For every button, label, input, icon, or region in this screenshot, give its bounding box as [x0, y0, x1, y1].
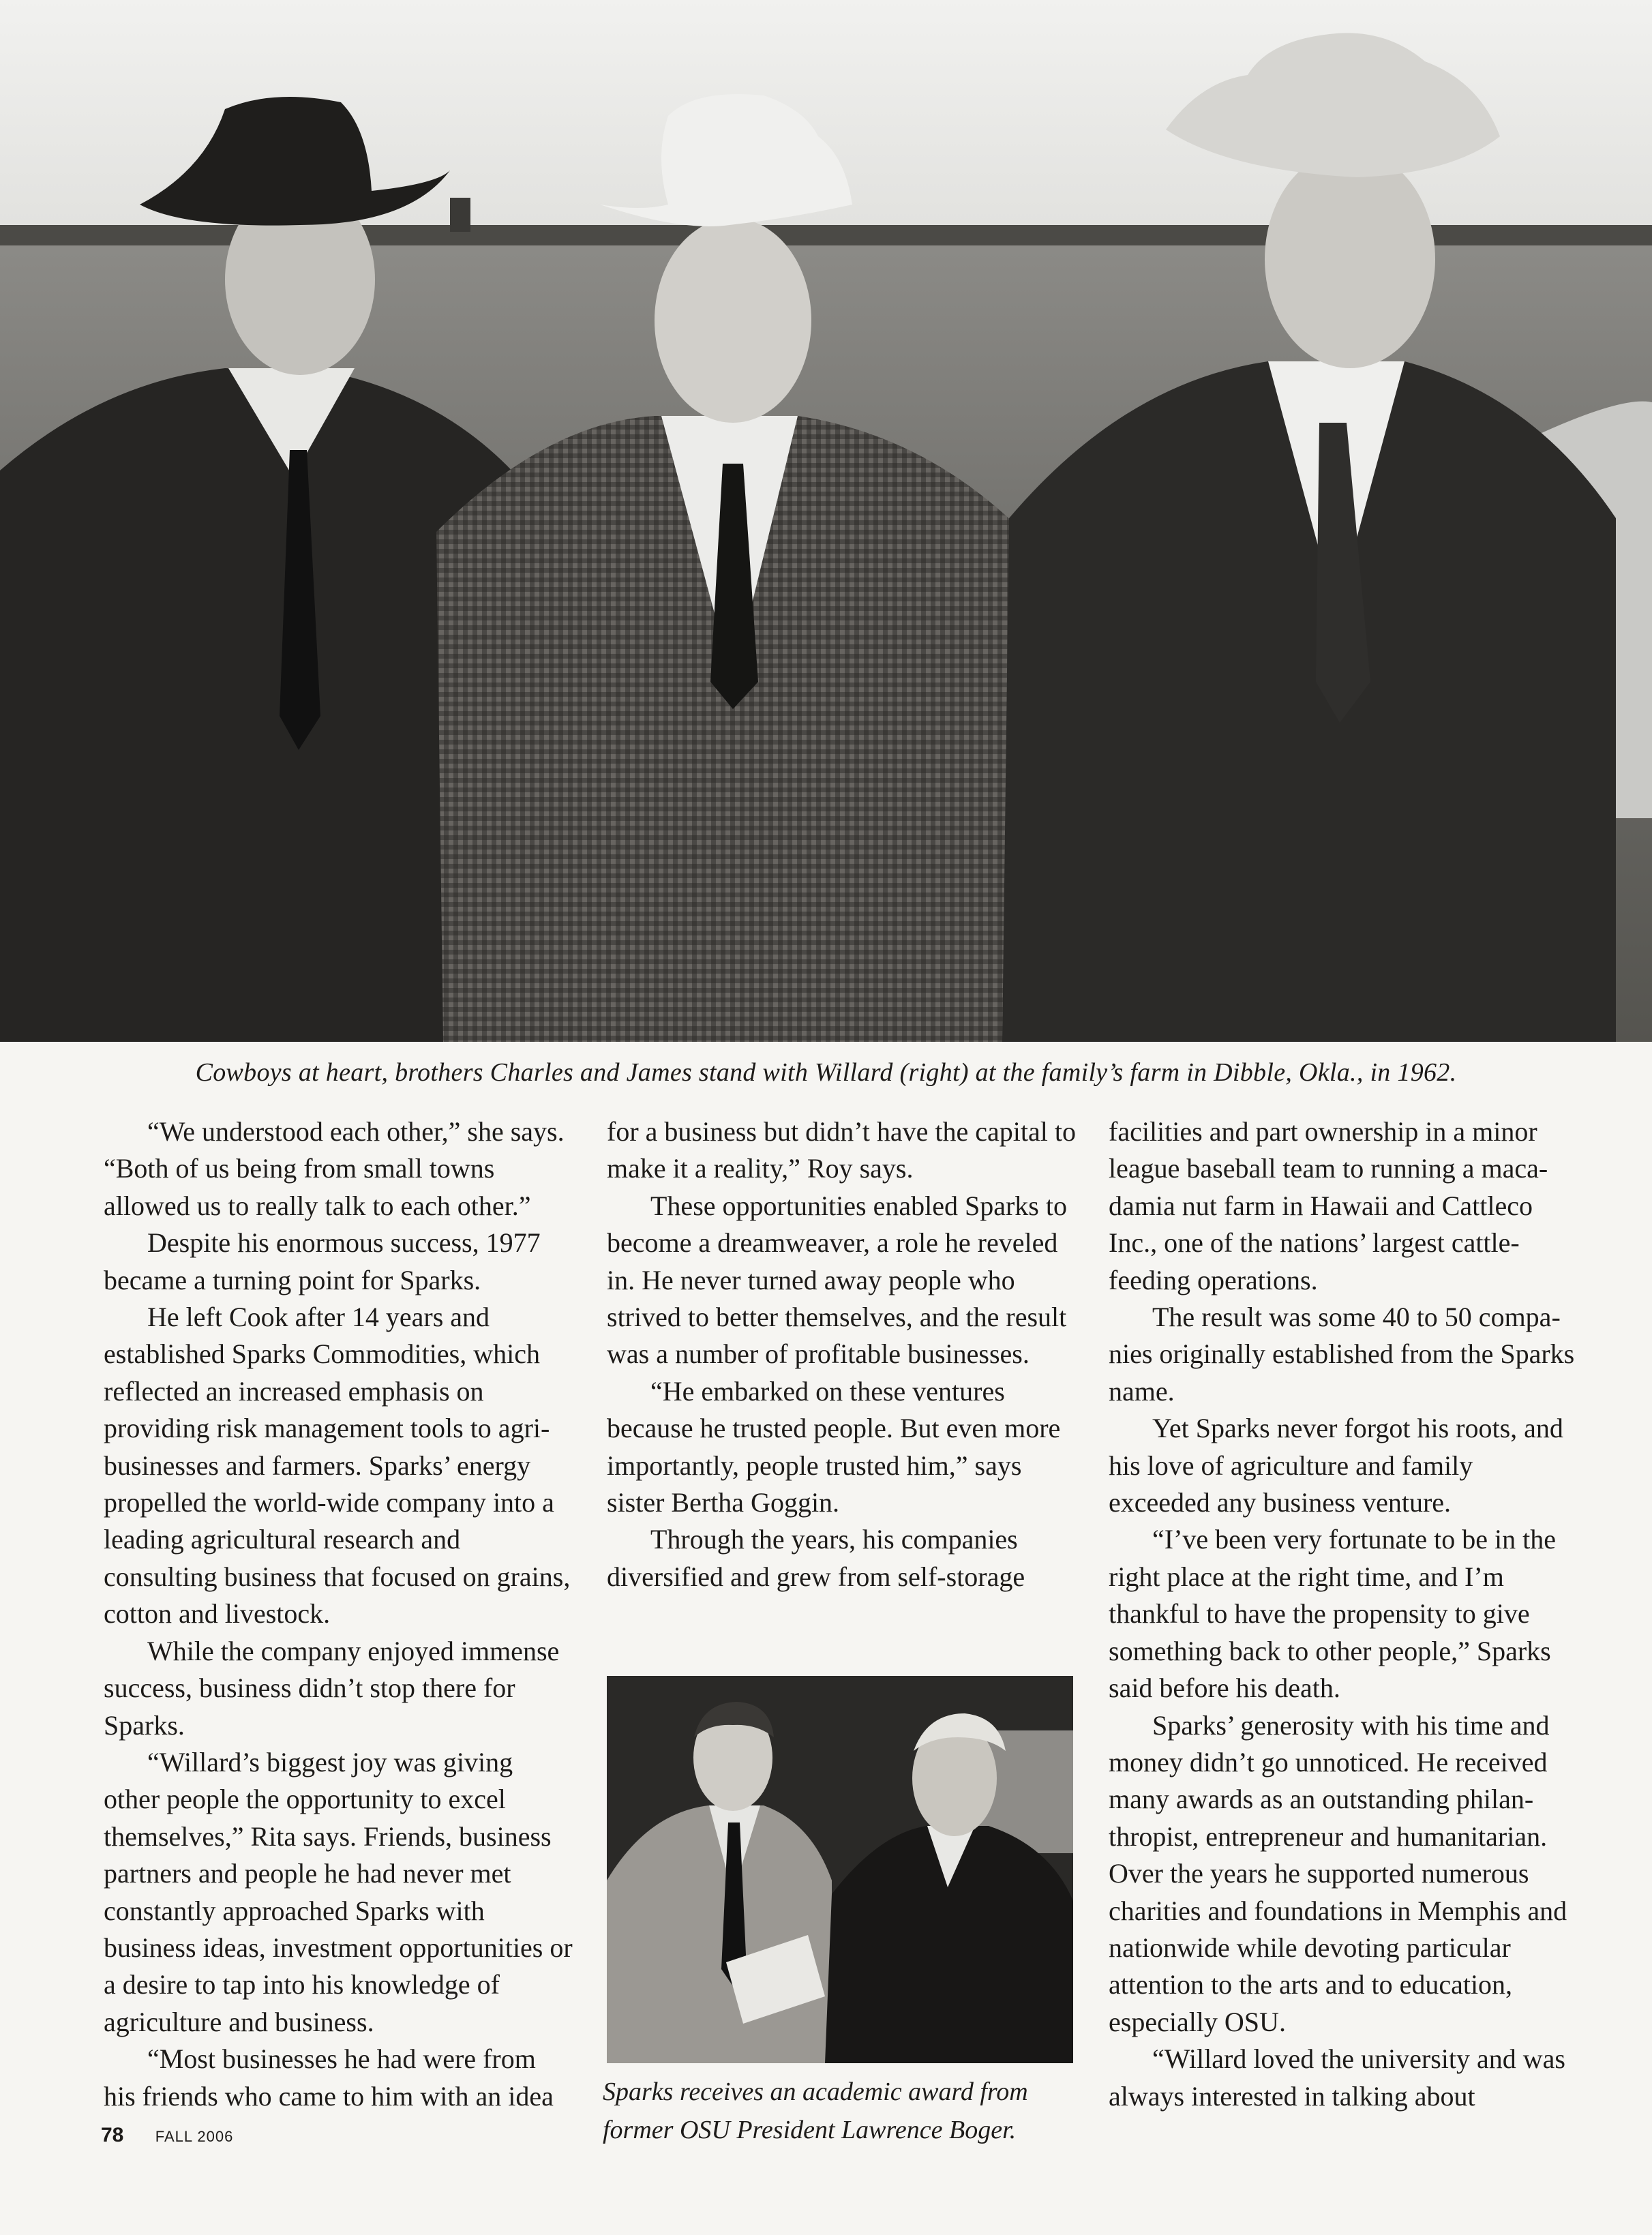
- brothers-photo-illustration: [0, 0, 1652, 1042]
- paragraph: Through the years, his companies diversified and grew from self-storage: [607, 1524, 1025, 1592]
- article-column-1: [104, 1113, 574, 2115]
- award-photo-caption: [603, 2073, 1080, 2149]
- top-photo-caption: Cowboys at heart, brothers Charles and James stand with Willard (right) at the family’s farm in Dibble, Okla., in 1962.: [195, 1058, 1457, 1087]
- cover-photo-brothers: [0, 0, 1652, 1042]
- article-column-2: [607, 1113, 1077, 1595]
- page-number: 78: [101, 2124, 124, 2146]
- paragraph: facilities and part ownership in a minor league baseball team to running a macadamia nut farm in Hawaii and Cattleco Inc., one of the nations’ largest cattle-feeding operations.: [1109, 1116, 1548, 1295]
- page-footer: [101, 2122, 233, 2150]
- award-photo: [607, 1676, 1073, 2063]
- caption-line: former OSU President Lawrence Boger.: [603, 2116, 1017, 2144]
- paragraph: “We understood each other,” she says. “Both of us being from small towns allowed us to really talk to each other.”: [104, 1116, 565, 1221]
- paragraph: “Most businesses he had were from his friends who came to him with an idea: [104, 2043, 554, 2112]
- paragraph: He left Cook after 14 years and established Sparks Commodities, which reflected an increased emphasis on providing risk management tools to agribusinesses and farmers. Sparks’ energy propelled the world-wide company into a leading agricultural research and consulting business that focused on grains, cotton and livestock.: [104, 1302, 571, 1630]
- caption-line: Sparks receives an academic award from: [603, 2078, 1028, 2106]
- paragraph: The result was some 40 to 50 companies originally established from the Sparks name.: [1109, 1302, 1575, 1407]
- paragraph: These opportunities enabled Sparks to become a dreamweaver, a role he reveled in. He never turned away people who strived to better themselves, and the result was a number of profitable businesses.: [607, 1190, 1067, 1370]
- paragraph: Sparks’ generosity with his time and money didn’t go unnoticed. He received many awards as an outstanding philanthropist, entrepreneur and humanitarian. Over the years he supported numerous charities and foundations in Memphis and nationwide while devoting particular attention to the arts and to education, especially OSU.: [1109, 1709, 1567, 2037]
- paragraph: Yet Sparks never forgot his roots, and his love of agriculture and family exceeded any business venture.: [1109, 1413, 1563, 1518]
- paragraph: Despite his enormous success, 1977 became a turning point for Sparks.: [104, 1227, 541, 1295]
- article-column-3: [1109, 1113, 1579, 2115]
- paragraph: “He embarked on these ventures because he trusted people. But even more importantly, people trusted him,” says sister Bertha Goggin.: [607, 1375, 1061, 1518]
- award-photo-illustration: [607, 1676, 1073, 2063]
- paragraph: for a business but didn’t have the capital to make it a reality,” Roy says.: [607, 1116, 1076, 1184]
- paragraph: “Willard’s biggest joy was giving other people the opportunity to excel themselves,” Rita says. Friends, business partners and people he had never met constantly approached Sparks with business ideas, investment opportunities or a desire to tap into his knowledge of agriculture and business.: [104, 1746, 573, 2037]
- paragraph: “I’ve been very fortunate to be in the right place at the right time, and I’m thankful to have the propensity to give something back to other people,” Sparks said before his death.: [1109, 1524, 1556, 1704]
- issue-label: FALL 2006: [155, 2128, 234, 2145]
- paragraph: While the company enjoyed immense success, business didn’t stop there for Sparks.: [104, 1635, 560, 1741]
- paragraph: “Willard loved the university and was always interested in talking about: [1109, 2043, 1565, 2112]
